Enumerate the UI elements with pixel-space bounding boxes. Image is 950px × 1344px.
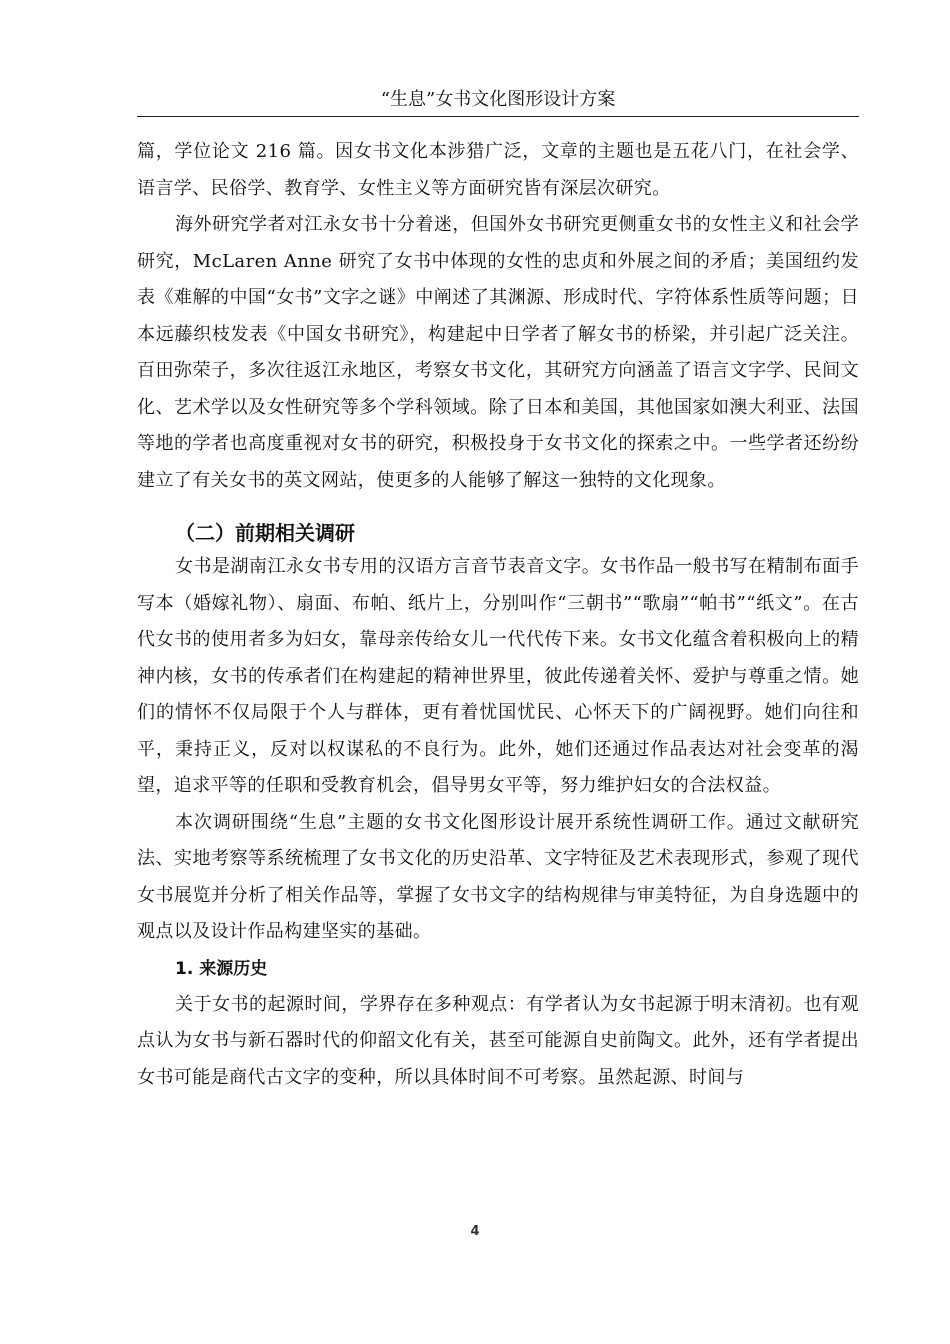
paragraph-overseas-research: 海外研究学者对江永女书十分着迷，但国外女书研究更侧重女书的女性主义和社会学研究，McLaren Anne 研究了女书中体现的女性的忠贞和外展之间的矛盾；美国纽约发表《难解的中国“女书”文字之谜》中阐述了其渊源、形成时代、字符体系性质等问题；日本远藤织枝发表《中国女书研究》，构建起中日学者了解女书的桥梁，并引起广泛关注。百田弥荣子，多次往返江永地区，考察女书文化，其研究方向涵盖了语言文字学、民间文化、艺术学以及女性研究等多个学科领域。除了日本和美国，其他国家如澳大利亚、法国等地的学者也高度重视对女书的研究，积极投身于女书文化的探索之中。一些学者还纷纷建立了有关女书的英文网站，使更多的人能够了解这一独特的文化现象。: [137, 214, 859, 491]
section-heading: （二）前期相关调研: [175, 521, 355, 545]
subsection-heading: 1. 来源历史: [175, 958, 268, 979]
paragraph-research-scope: 本次调研围绕“生息”主题的女书文化图形设计展开系统性调研工作。通过文献研究法、实地考察等系统梳理了女书文化的历史沿革、文字特征及艺术表现形式，参观了现代女书展览并分析了相关作品等，掌握了女书文字的结构规律与审美特征，为自身选题中的观点以及设计作品构建坚实的基础。: [137, 811, 859, 942]
paragraph-continuation: 篇，学位论文 216 篇。因女书文化本涉猎广泛，文章的主题也是五花八门，在社会学、语言学、民俗学、教育学、女性主义等方面研究皆有深层次研究。: [137, 141, 859, 199]
paragraph-origin-history: 关于女书的起源时间，学界存在多种观点：有学者认为女书起源于明末清初。也有观点认为女书与新石器时代的仰韶文化有关，甚至可能源自史前陶文。此外，还有学者提出女书可能是商代古文字的变种，所以具体时间不可考察。虽然起源、时间与: [137, 993, 859, 1088]
paragraph-nushu-intro: 女书是湖南江永女书专用的汉语方言音节表音文字。女书作品一般书写在精制布面手写本（婚嫁礼物）、扇面、布帕、纸片上，分别叫作“三朝书”“歌扇”“帕书”“纸文”。在古代女书的使用者多为妇女，靠母亲传给女儿一代代传下来。女书文化蕴含着积极向上的精神内核，女书的传承者们在构建起的精神世界里，彼此传递着关怀、爱护与尊重之情。她们的情怀不仅局限于个人与群体，更有着忧国忧民、心怀天下的广阔视野。她们向往和平，秉持正义，反对以权谋私的不良行为。此外，她们还通过作品表达对社会变革的渴望，追求平等的任职和受教育机会，倡导男女平等，努力维护妇女的合法权益。: [137, 556, 859, 796]
page-number: 4: [470, 1224, 480, 1239]
running-header: “生息”女书文化图形设计方案: [137, 88, 859, 117]
document-body: [137, 134, 859, 1096]
